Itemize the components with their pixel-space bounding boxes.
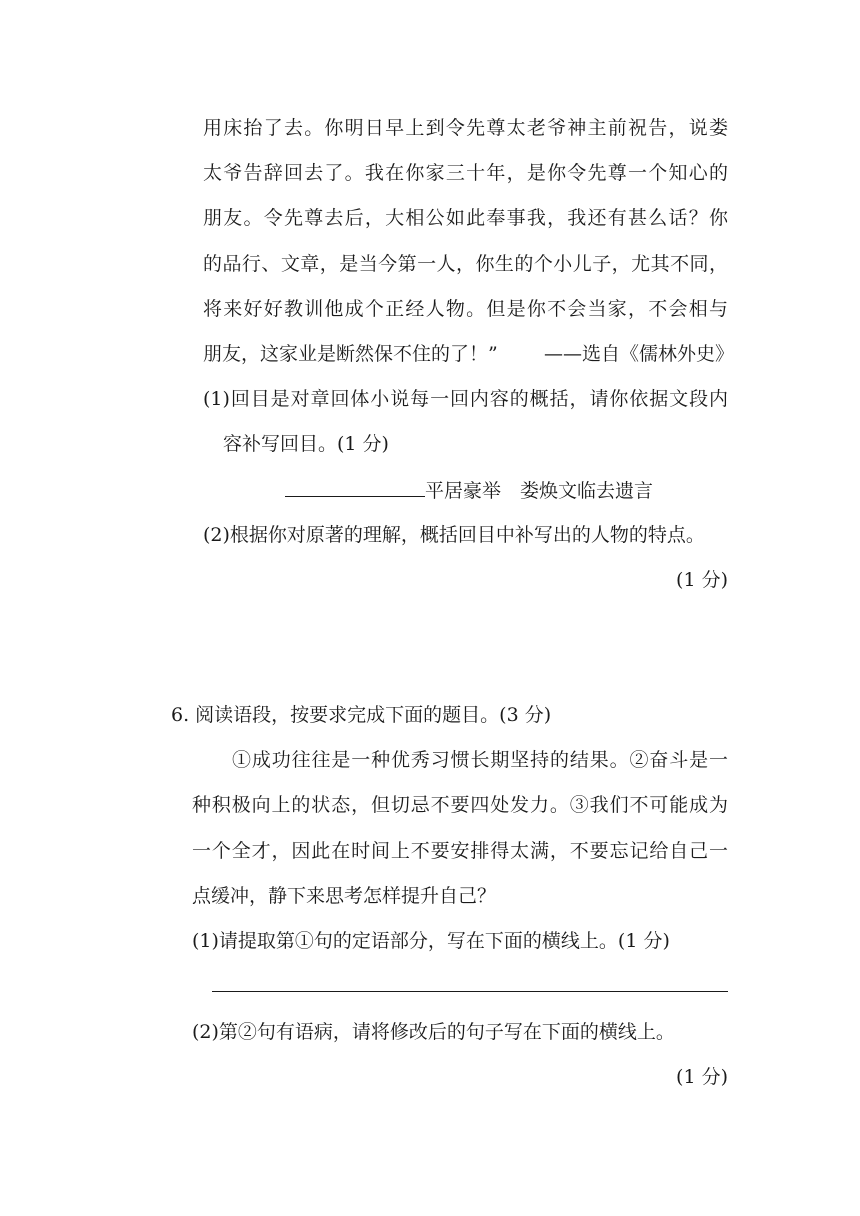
passage-line-6: 朋友，这家业是断然保不住的了！” xyxy=(203,343,498,365)
q6-para-line-2: 种积极向上的状态，但切忌不要四处发力。③我们不可能成为 xyxy=(192,794,728,816)
q5-sub1-line1: (1)回目是对章回体小说每一回内容的概括，请你依据文段内 xyxy=(203,388,728,410)
q6-sub2: (2)第②句有语病，请将修改后的句子写在下面的横线上。 xyxy=(192,1021,675,1043)
q6-para-line-3: 一个全才，因此在时间上不要安排得太满，不要忘记给自己一 xyxy=(192,840,728,862)
q6-para-line-1: ①成功往往是一种优秀习惯长期坚持的结果。②奋斗是一 xyxy=(232,749,728,771)
q5-chapter-title-row xyxy=(285,478,653,503)
q5-chapter-title: 平居豪举 娄焕文临去遗言 xyxy=(425,480,654,502)
q5-answer-blank[interactable] xyxy=(285,478,425,497)
passage-line-1: 用床抬了去。你明日早上到令先尊太老爷神主前祝告，说娄 xyxy=(203,117,728,139)
passage-source: ——选自《儒林外史》 xyxy=(544,343,735,365)
passage-line-4: 的品行、文章，是当今第一人，你生的个小儿子，尤其不同， xyxy=(203,253,728,275)
q6-para-line-4: 点缓冲，静下来思考怎样提升自己？ xyxy=(192,885,497,907)
q6-sub1-answer-line[interactable] xyxy=(212,991,728,992)
passage-line-3: 朋友。令先尊去后，大相公如此奉事我，我还有甚么话？你 xyxy=(203,207,728,229)
q6-sub1: (1)请提取第①句的定语部分，写在下面的横线上。(1 分) xyxy=(192,930,670,952)
passage-line-2: 太爷告辞回去了。我在你家三十年，是你令先尊一个知心的 xyxy=(203,162,728,184)
q5-sub1-line2: 容补写回目。(1 分) xyxy=(223,433,389,455)
q6-heading: 6. 阅读语段，按要求完成下面的题目。(3 分) xyxy=(171,704,552,726)
passage-line-5: 将来好好教训他成个正经人物。但是你不会当家，不会相与 xyxy=(203,298,728,320)
q6-sub2-score: (1 分) xyxy=(676,1066,728,1088)
q5-sub2-score: (1 分) xyxy=(676,569,728,591)
q5-sub2: (2)根据你对原著的理解，概括回目中补写出的人物的特点。 xyxy=(203,524,705,546)
